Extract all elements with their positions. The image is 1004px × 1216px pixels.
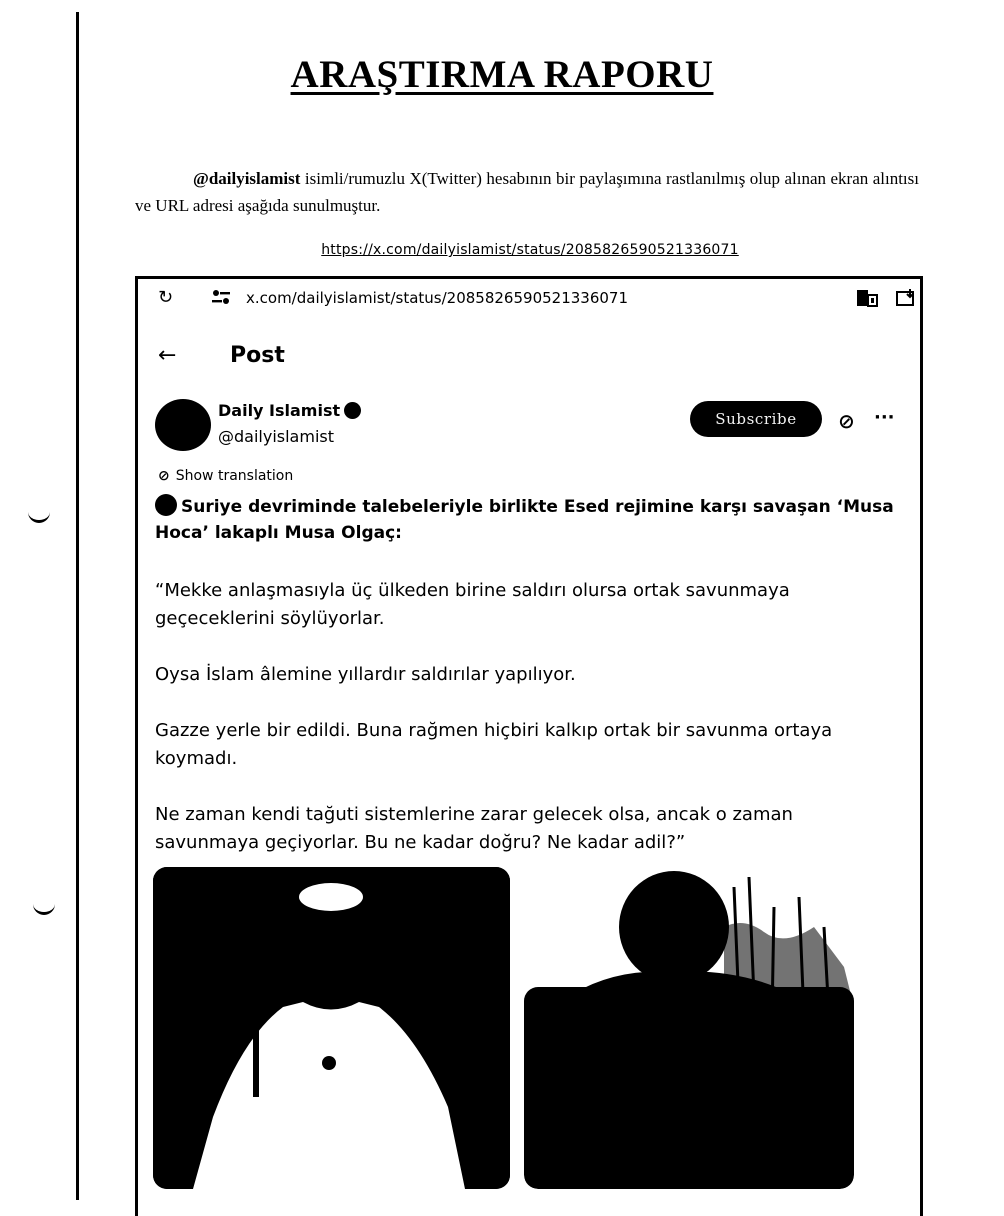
page-title: ARAŞTIRMA RAPORU	[290, 53, 714, 96]
subscribe-button[interactable]: Subscribe	[690, 401, 822, 437]
margin-line	[76, 12, 79, 1200]
black-circle-icon	[155, 494, 177, 516]
more-options-icon[interactable]: ···	[874, 407, 895, 428]
address-text[interactable]: x.com/dailyislamist/status/2085826590521336071	[246, 289, 629, 307]
reload-icon[interactable]: ↻	[158, 287, 174, 308]
grok-icon[interactable]: ⊘	[838, 409, 855, 433]
punch-hole-mark	[33, 898, 55, 915]
author-name[interactable]	[218, 401, 361, 420]
post-photo-1[interactable]	[153, 867, 510, 1189]
post-paragraph: Oysa İslam âlemine yıllardır saldırılar yapılıyor.	[155, 664, 576, 685]
show-translation-link[interactable]	[158, 468, 293, 484]
back-arrow-icon[interactable]: ←	[158, 343, 177, 368]
post-headline-text: Suriye devriminde talebeleriyle birlikte Esed rejimine karşı savaşan ‘Musa Hoca’ lakaplı Musa Olgaç:	[155, 497, 894, 543]
screenshot-frame	[135, 276, 923, 1216]
source-url[interactable]: https://x.com/dailyislamist/status/2085826590521336071	[321, 242, 739, 258]
intro-handle: @dailyislamist	[193, 169, 301, 188]
avatar[interactable]	[155, 399, 211, 451]
author-handle[interactable]: @dailyislamist	[218, 427, 334, 446]
post-header-title: Post	[230, 343, 285, 368]
post-paragraph: “Mekke anlaşmasıyla üç ülkeden birine saldırı olursa ortak savunmaya geçeceklerini söylüyorlar.	[155, 580, 790, 629]
post-paragraph: Ne zaman kendi tağuti sistemlerine zarar gelecek olsa, ancak o zaman savunmaya geçiyorlar. Bu ne kadar doğru? Ne kadar adil?”	[155, 804, 793, 853]
post-headline	[155, 494, 895, 546]
punch-hole-mark	[28, 506, 50, 523]
post-photo-2[interactable]	[524, 867, 854, 1189]
show-translation-label[interactable]: Show translation	[175, 468, 294, 484]
site-settings-icon[interactable]	[212, 289, 230, 305]
browser-address-bar	[138, 279, 920, 319]
intro-paragraph	[135, 165, 919, 219]
intro-text: isimli/rumuzlu X(Twitter) hesabının bir paylaşımına rastlanılmış olup alınan ekran alıntısı ve URL adresi aşağıda sunulmuştur.	[135, 169, 919, 215]
bookmark-icon[interactable]	[856, 289, 878, 307]
post-paragraph: Gazze yerle bir edildi. Buna rağmen hiçbiri kalkıp ortak bir savunma ortaya koymadı.	[155, 720, 833, 769]
post-photo-1-image	[153, 867, 510, 1189]
verified-badge-icon	[344, 402, 361, 419]
post-photo-2-image	[524, 867, 854, 1189]
author-name-text[interactable]: Daily Islamist	[218, 401, 341, 420]
install-app-icon[interactable]	[896, 289, 916, 307]
translate-icon: ⊘	[158, 468, 170, 484]
